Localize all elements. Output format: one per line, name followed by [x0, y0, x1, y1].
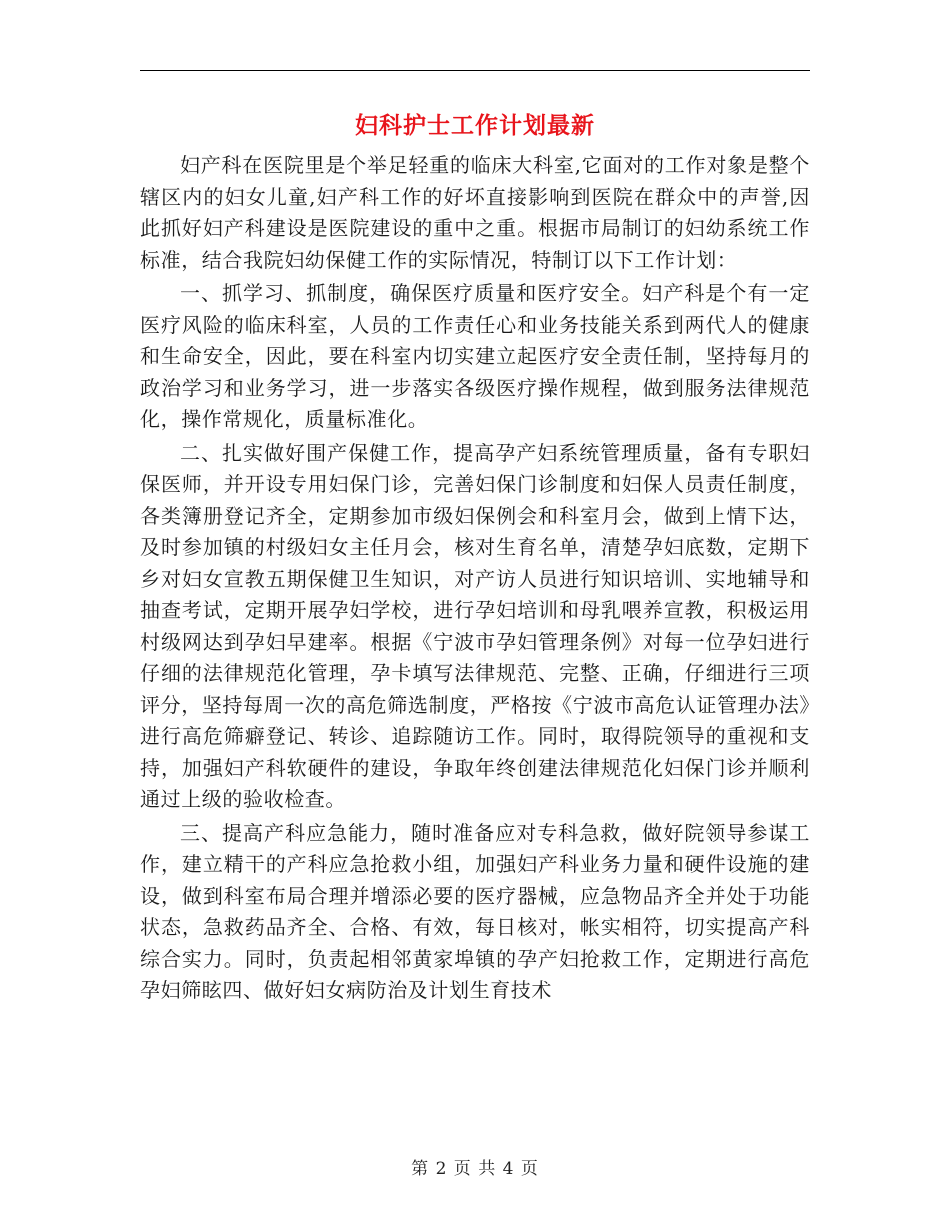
document-title: 妇科护士工作计划最新 [355, 112, 595, 139]
paragraph-section-3: 三、提高产科应急能力，随时准备应对专科急救，做好院领导参谋工作，建立精干的产科应急抢救小组，加强妇产科业务力量和硬件设施的建设，做到科室布局合理并增添必要的医疗器械，应急物品齐全并处于功能状态，急救药品齐全、合格、有效，每日核对，帐实相符，切实提高产科综合实力。同时，负责起相邻黄家埠镇的孕产妇抢救工作，定期进行高危孕妇筛眩四、做好妇女病防治及计划生育技术 [140, 820, 810, 1002]
header-rule [140, 70, 810, 71]
paragraph-intro: 妇产科在医院里是个举足轻重的临床大科室,它面对的工作对象是整个辖区内的妇女儿童,妇产科工作的好坏直接影响到医院在群众中的声誉,因此抓好妇产科建设是医院建设的重中之重。根据市局制订的妇幼系统工作标准，结合我院妇幼保健工作的实际情况，特制订以下工作计划： [140, 153, 810, 272]
paragraph-section-2: 二、扎实做好围产保健工作，提高孕产妇系统管理质量，备有专职妇保医师，并开设专用妇保门诊，完善妇保门诊制度和妇保人员责任制度，各类簿册登记齐全，定期参加市级妇保例会和科室月会，做到上情下达，及时参加镇的村级妇女主任月会，核对生育名单，清楚孕妇底数，定期下乡对妇女宣教五期保健卫生知识，对产访人员进行知识培训、实地辅导和抽查考试，定期开展孕妇学校，进行孕妇培训和母乳喂养宣教，积极运用村级网达到孕妇早建率。根据《宁波市孕妇管理条例》对每一位孕妇进行仔细的法律规范化管理，孕卡填写法律规范、完整、正确，仔细进行三项评分，坚持每周一次的高危筛选制度，严格按《宁波市高危认证管理办法》进行高危筛癖登记、转诊、追踪随访工作。同时，取得院领导的重视和支持，加强妇产科软硬件的建设，争取年终创建法律规范化妇保门诊并顺利通过上级的验收检查。 [140, 440, 810, 811]
document-body [140, 150, 810, 1009]
page-number-footer: 第 2 页 共 4 页 [411, 1159, 539, 1179]
paragraph-section-1: 一、抓学习、抓制度，确保医疗质量和医疗安全。妇产科是个有一定医疗风险的临床科室，人员的工作责任心和业务技能关系到两代人的健康和生命安全，因此，要在科室内切实建立起医疗安全责任制，坚持每月的政治学习和业务学习，进一步落实各级医疗操作规程，做到服务法律规范化，操作常规化，质量标准化。 [140, 281, 810, 431]
